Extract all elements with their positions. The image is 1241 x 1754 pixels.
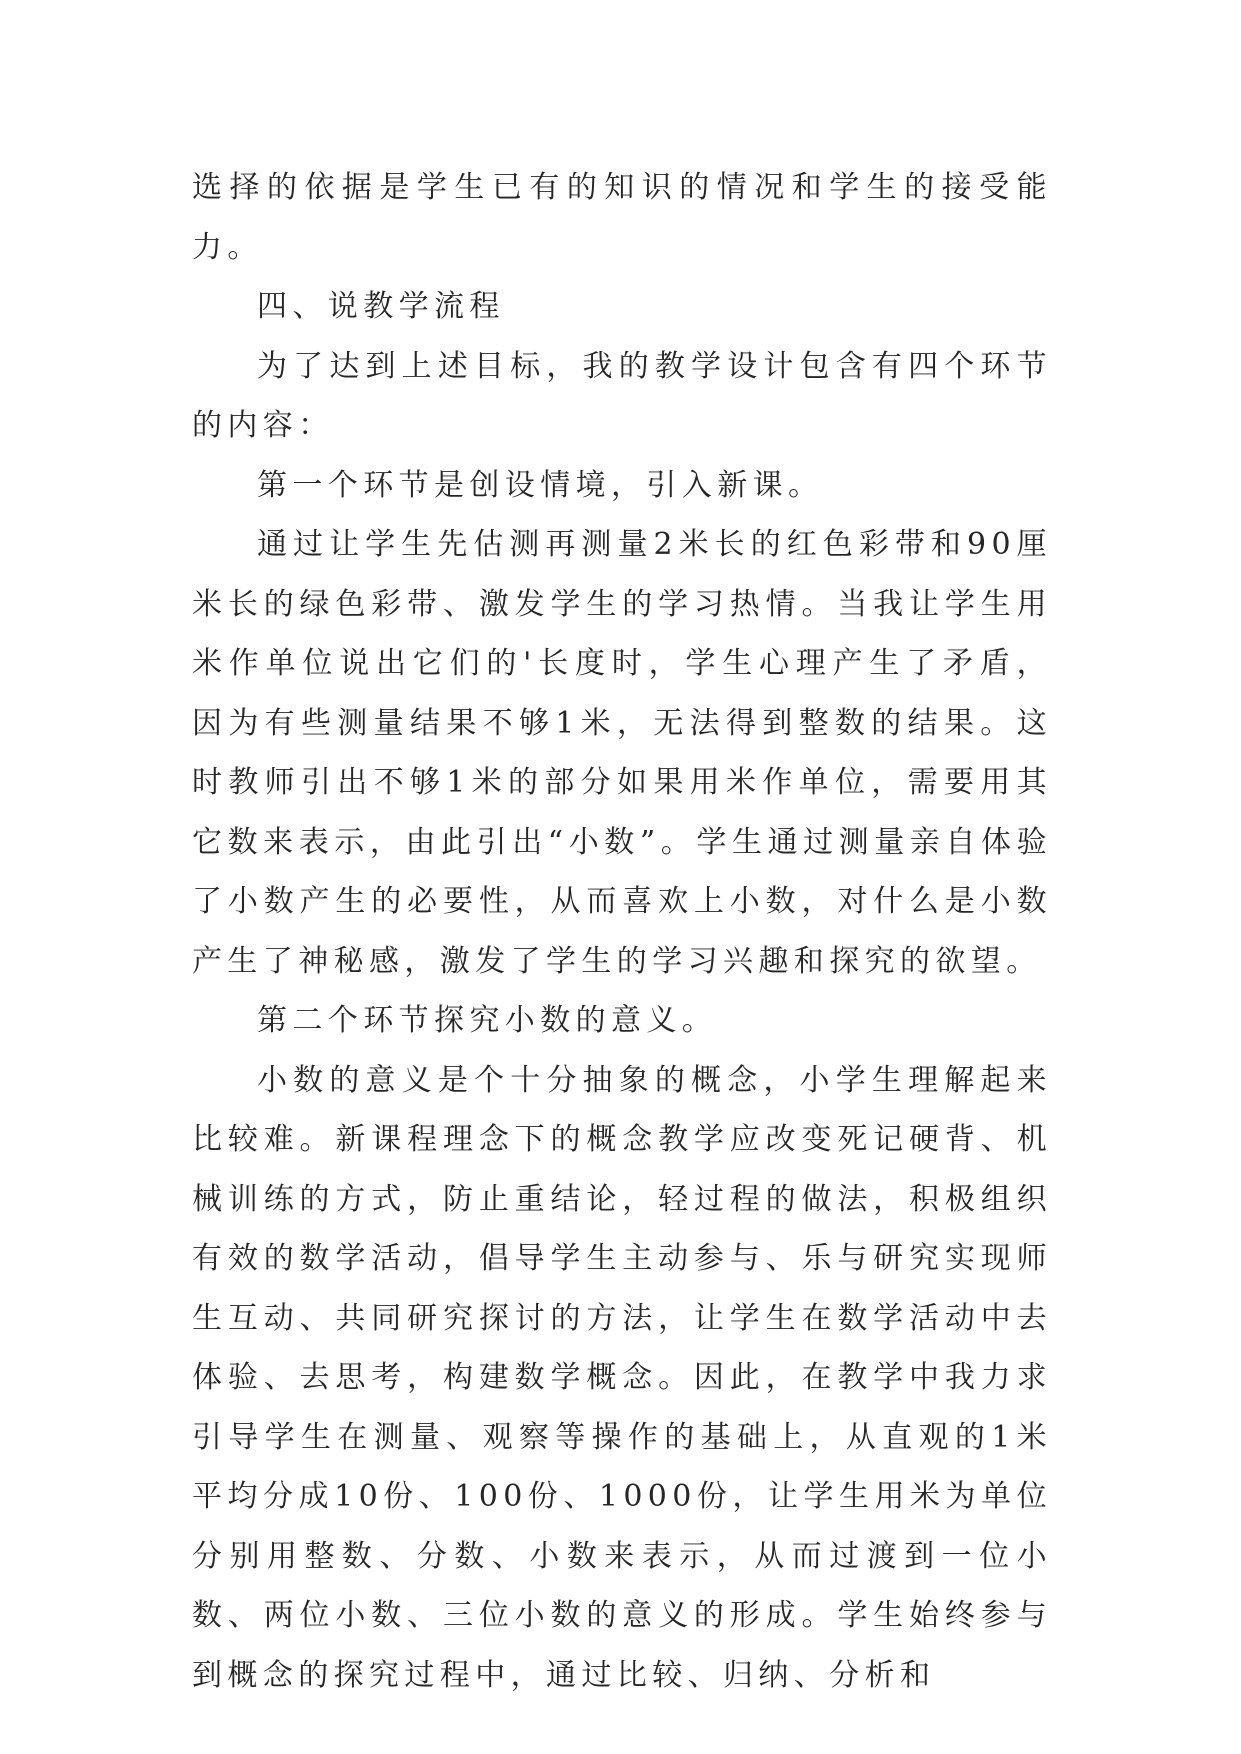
document-body: [192, 158, 1052, 1705]
paragraph-1: 选择的依据是学生已有的知识的情况和学生的接受能力。: [192, 170, 1052, 265]
section-heading: 四、说教学流程: [257, 289, 505, 324]
paragraph-7: 小数的意义是个十分抽象的概念，小学生理解起来比较难。新课程理念下的概念教学应改变死记硬背、机械训练的方式，防止重结论，轻过程的做法，积极组织有效的数学活动，倡导学生主动参与、乐与研究实现师生互动、共同研究探讨的方法，让学生在数学活动中去体验、去思考，构建数学概念。因此，在教学中我力求引导学生在测量、观察等操作的基础上，从直观的1米平均分成10份、100份、1000份，让学生用米为单位分别用整数、分数、小数来表示，从而过渡到一位小数、两位小数、三位小数的意义的形成。学生始终参与到概念的探究过程中，通过比较、归纳、分析和: [192, 1062, 1052, 1693]
step-1-heading: 第一个环节是创设情境，引入新课。: [257, 467, 824, 503]
paragraph-5: 通过让学生先估测再测量2米长的红色彩带和90厘米长的绿色彩带、激发学生的学习热情。当我让学生用米作单位说出它们的'长度时，学生心理产生了矛盾，因为有些测量结果不够1米，无法得到整数的结果。这时教师引出不够1米的部分如果用米作单位，需要用其它数来表示，由此引出“小数”。学生通过测量亲自体验了小数产生的必要性，从而喜欢上小数，对什么是小数产生了神秘感，激发了学生的学习兴趣和探究的欲望。: [192, 527, 1052, 979]
step-2-heading: 第二个环节探究小数的意义。: [257, 1003, 718, 1038]
paragraph-3: 为了达到上述目标，我的教学设计包含有四个环节的内容：: [192, 348, 1052, 443]
